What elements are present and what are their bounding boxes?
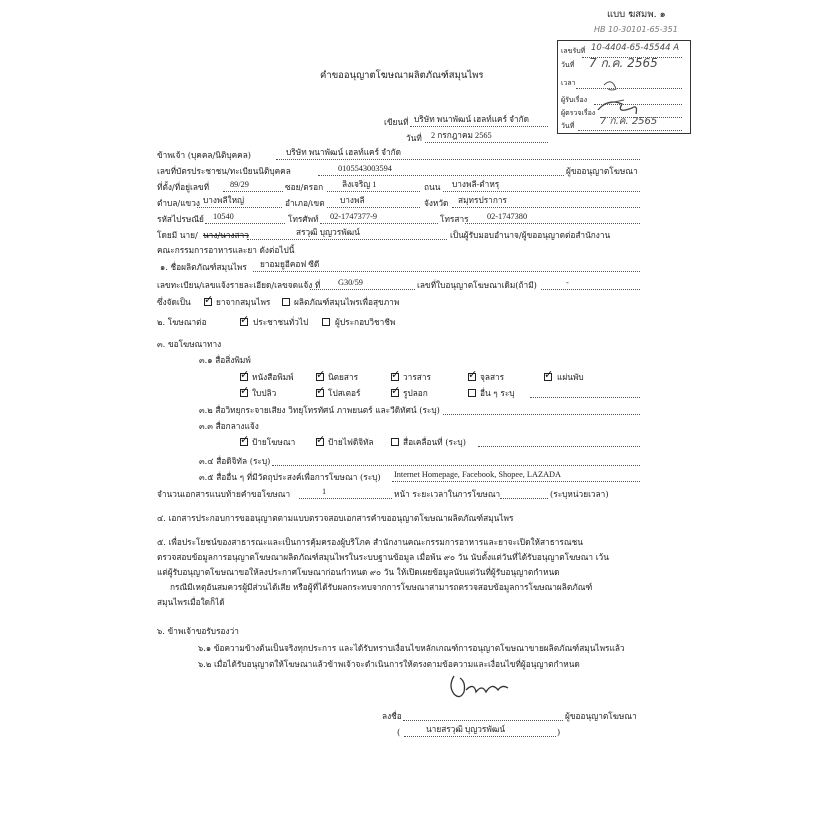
item1-product-name: ยาอมยูอีคอฟ ซีดี [260, 260, 320, 269]
media-journal: นิตยสาร [328, 372, 359, 382]
check-mark-icon: ✓ [468, 368, 478, 381]
item2-label: ๒. โฆษณาต่อ [157, 317, 207, 327]
sign-suffix: ผู้ขออนุญาตโฆษณา [565, 711, 637, 721]
previous-license-label: เลขที่ใบอนุญาตโฆษณาเดิม(ถ้ามี) [417, 280, 537, 290]
item4-text: ๔. เอกสารประกอบการขออนุญาตตามแบบตรวจสอบเอกสารคำขออนุญาตโฆษณาผลิตภัณฑ์สมุนไพร [157, 513, 514, 523]
print-media-label: ๓.๑ สื่อสิ่งพิมพ์ [199, 355, 251, 365]
stamp-time-label: เวลา [561, 79, 576, 87]
item6-label: ๖. ข้าพเจ้าขอรับรองว่า [157, 626, 239, 636]
stamp-date-label: วันที่ [561, 61, 575, 69]
stamp-checker-label: ผู้ตรวจเรื่อง [561, 109, 596, 117]
address-subdistrict-value: บางพลีใหญ่ [203, 196, 245, 205]
address-province-value: สมุทรปราการ [458, 196, 507, 205]
media-billboard: ป้ายโฆษณา [252, 437, 296, 447]
digital-media-label: ๓.๔ สื่อดิจิทัล (ระบุ) [199, 456, 271, 466]
written-at-value: บริษัท พนาพัฒน์ เฮลท์แคร์ จำกัด [414, 115, 530, 124]
check-mark-icon: ✓ [316, 384, 326, 397]
item1-label: ๑. ชื่อผลิตภัณฑ์สมุนไพร [160, 262, 247, 272]
stamp-receipt-number: 10-4404-65-45544 A [591, 43, 680, 53]
fax-value: 02-1747380 [487, 212, 528, 221]
herbal-health-checkbox[interactable] [282, 298, 290, 306]
other-print-checkbox[interactable] [468, 389, 476, 397]
sign-open-paren: ( [397, 727, 401, 737]
address-no-value: 89/29 [230, 180, 249, 189]
check-mark-icon: ✓ [316, 433, 326, 446]
check-mark-icon: ✓ [544, 368, 554, 381]
media-flyer: ใบปลิว [252, 388, 277, 398]
item62-text: ๖.๒ เมื่อได้รับอนุญาตให้โฆษณาแล้วข้าพเจ้าจะดำเนินการให้ตรงตามข้อความและเงื่อนไขที่ผู้อนุญาตกำหนด [198, 659, 580, 669]
media-poster: โปสเตอร์ [328, 388, 361, 398]
applicant-suffix: ผู้ขออนุญาตโฆษณา [566, 166, 638, 176]
by-label: โดยมี นาย/ [157, 230, 198, 240]
previous-license-value: - [566, 278, 569, 287]
check-mark-icon: ✓ [240, 368, 250, 381]
fax-label: โทรสาร [440, 214, 469, 224]
check-mark-icon: ✓ [240, 433, 250, 446]
category-label: ซึ่งจัดเป็น [157, 297, 191, 307]
committee-line: คณะกรรมการอาหารและยา ดังต่อไปนี้ [157, 245, 295, 255]
by-value: สรวุฒิ บุญวรพัฒน์ [296, 228, 360, 237]
check-mark-icon: ✓ [240, 384, 250, 397]
check-mark-icon: ✓ [240, 313, 250, 326]
address-road-label: ถนน [424, 182, 441, 192]
written-at-label: เขียนที่ [384, 117, 409, 127]
other-media-label: ๓.๕ สื่ออื่น ๆ ที่มีวัตถุประสงค์เพื่อการโฆษณา (ระบุ) [199, 472, 381, 482]
phone-value: 02-1747377-9 [330, 212, 378, 221]
item5-line: กรณีมีเหตุอันสมควรผู้มีส่วนได้เสีย หรือผู้ที่ได้รับผลกระทบจากการโฆษณาสามารถตรวจสอบข้อมูลการโฆษณาผลิตภัณฑ์ [170, 582, 593, 592]
sign-close-paren: ) [557, 727, 561, 737]
form-title: คำขออนุญาตโฆษณาผลิตภัณฑ์สมุนไพร [320, 70, 484, 81]
zip-value: 10540 [213, 212, 234, 221]
attachment-pages-label: จำนวนเอกสารแนบท้ายคำขอโฆษณา [157, 489, 291, 499]
owner-label: ข้าพเจ้า (บุคคล/นิติบุคคล) [157, 150, 252, 160]
mobile-media-checkbox[interactable] [391, 438, 399, 446]
id-label: เลขที่บัตรประชาชน/ทะเบียนนิติบุคคล [157, 166, 291, 176]
media-mobile: สื่อเคลื่อนที่ (ระบุ) [403, 437, 466, 447]
check-mark-icon: ✓ [391, 368, 401, 381]
address-no-label: ที่ตั้ง/ที่อยู่เลขที่ [157, 182, 210, 192]
phone-label: โทรศัพท์ [288, 214, 319, 224]
media-newspaper: หนังสือพิมพ์ [252, 372, 294, 382]
owner-value: บริษัท พนาพัฒน์ เฮลท์แคร์ จำกัด [286, 148, 402, 157]
stamp-date2-value: 7 ก.ค. 2565 [600, 116, 658, 127]
id-value: 0105543003594 [338, 164, 392, 173]
media-sticker: รูปลอก [403, 388, 428, 398]
date-value: 2 กรกฎาคม 2565 [431, 131, 492, 140]
by-struck-title: นาง/นางสาว [203, 230, 249, 240]
other-media-value: Internet Homepage, Facebook, Shopee, LAZADA [394, 470, 562, 479]
address-road-value: บางพลี-ตำหรุ [452, 180, 500, 189]
category-herbal-drug: ยาจากสมุนไพร [216, 297, 271, 307]
address-district-value: บางพลี [340, 196, 365, 205]
professional-checkbox[interactable] [322, 318, 330, 326]
form-code: แบบ ฆสมพ. ๑ [607, 9, 666, 20]
address-district-label: อำเภอ/เขต [285, 198, 325, 208]
registration-label: เลขทะเบียน/เลขแจ้งรายละเอียด/เลขจดแจ้ง ที่ [157, 280, 321, 290]
date-label: วันที่ [406, 133, 422, 143]
address-province-label: จังหวัด [424, 198, 449, 208]
media-booklet: จุลสาร [480, 372, 505, 382]
item5-line: สมุนไพรเมื่อใดก็ได้ [157, 597, 225, 607]
check-mark-icon: ✓ [391, 384, 401, 397]
item5-line: ๕. เพื่อประโยชน์ของสาธารณะและเป็นการคุ้มครองผู้บริโภค สำนักงานคณะกรรมการอาหารและยาจะเปิดให้สาธารณชน [157, 537, 583, 547]
stamp-date2-label: วันที่ [561, 122, 575, 130]
sign-label: ลงชื่อ [382, 711, 402, 721]
zip-label: รหัสไปรษณีย์ [157, 214, 204, 224]
applicant-signature-icon [440, 670, 540, 710]
stamp-receiver-label: ผู้รับเรื่อง [561, 96, 588, 104]
by-suffix: เป็นผู้รับมอบอำนาจ/ผู้ขออนุญาตต่อสำนักงาน [450, 230, 611, 240]
attachment-pages-value: 1 [322, 487, 327, 496]
outdoor-media-label: ๓.๓ สื่อกลางแจ้ง [199, 421, 259, 431]
stamp-date-value: 7 ก.ค. 2565 [589, 56, 658, 70]
attachment-pages-unit: หน้า ระยะเวลาในการโฆษณา [394, 489, 501, 499]
check-mark-icon: ✓ [316, 368, 326, 381]
address-subdistrict-label: ตำบล/แขวง [157, 198, 200, 208]
media-leaflet: แผ่นพับ [557, 372, 584, 382]
registration-value: G30/59 [338, 278, 363, 287]
media-other: อื่น ๆ ระบุ [480, 388, 515, 398]
item5-line: แต่ผู้รับอนุญาตโฆษณาขอให้ลงประกาศโฆษณาก่อนกำหนด ๙๐ วัน ให้เปิดเผยข้อมูลนับแต่วันที่ผู้รับอนุญาตกำหนด [157, 567, 560, 577]
media-digital-sign: ป้ายไฟดิจิทัล [328, 437, 374, 447]
category-herbal-health: ผลิตภัณฑ์สมุนไพรเพื่อสุขภาพ [294, 297, 400, 307]
sign-name: นายสรวุฒิ บุญวรพัฒน์ [426, 725, 506, 734]
item3-label: ๓. ขอโฆษณาทาง [157, 339, 222, 349]
check-mark-icon: ✓ [204, 293, 214, 306]
audience-professional: ผู้ประกอบวิชาชีพ [335, 317, 396, 327]
item5-line: ตรวจสอบข้อมูลการอนุญาตโฆษณาผลิตภัณฑ์สมุนไพรในระบบฐานข้อมูล เมื่อพ้น ๙๐ วัน นับตั้งแต่วันที่ได้รับอนุญาตโฆษณา เว้น [157, 552, 609, 562]
stamp-receipt-label: เลขรับที่ [561, 47, 586, 55]
broadcast-media-label: ๓.๒ สื่อวิทยุกระจายเสียง วิทยุโทรทัศน์ ภาพยนตร์ และวีดิทัศน์ (ระบุ) [199, 405, 440, 415]
media-magazine: วารสาร [403, 372, 431, 382]
address-soi-value: ลิงเจริญ 1 [342, 180, 377, 189]
stamp-signature-icon [590, 70, 650, 130]
audience-public: ประชาชนทั่วไป [253, 317, 309, 327]
address-soi-label: ซอย/ตรอก [285, 182, 324, 192]
item61-text: ๖.๑ ข้อความข้างต้นเป็นจริงทุกประการ และได้รับทราบเงื่อนไขหลักเกณฑ์การอนุญาตโฆษณาขายผลิตภัณฑ์สมุนไพรแล้ว [198, 643, 625, 653]
top-reference-number: HB 10-30101-65-351 [594, 25, 678, 34]
duration-unit-label: (ระบุหน่วยเวลา) [550, 489, 609, 499]
